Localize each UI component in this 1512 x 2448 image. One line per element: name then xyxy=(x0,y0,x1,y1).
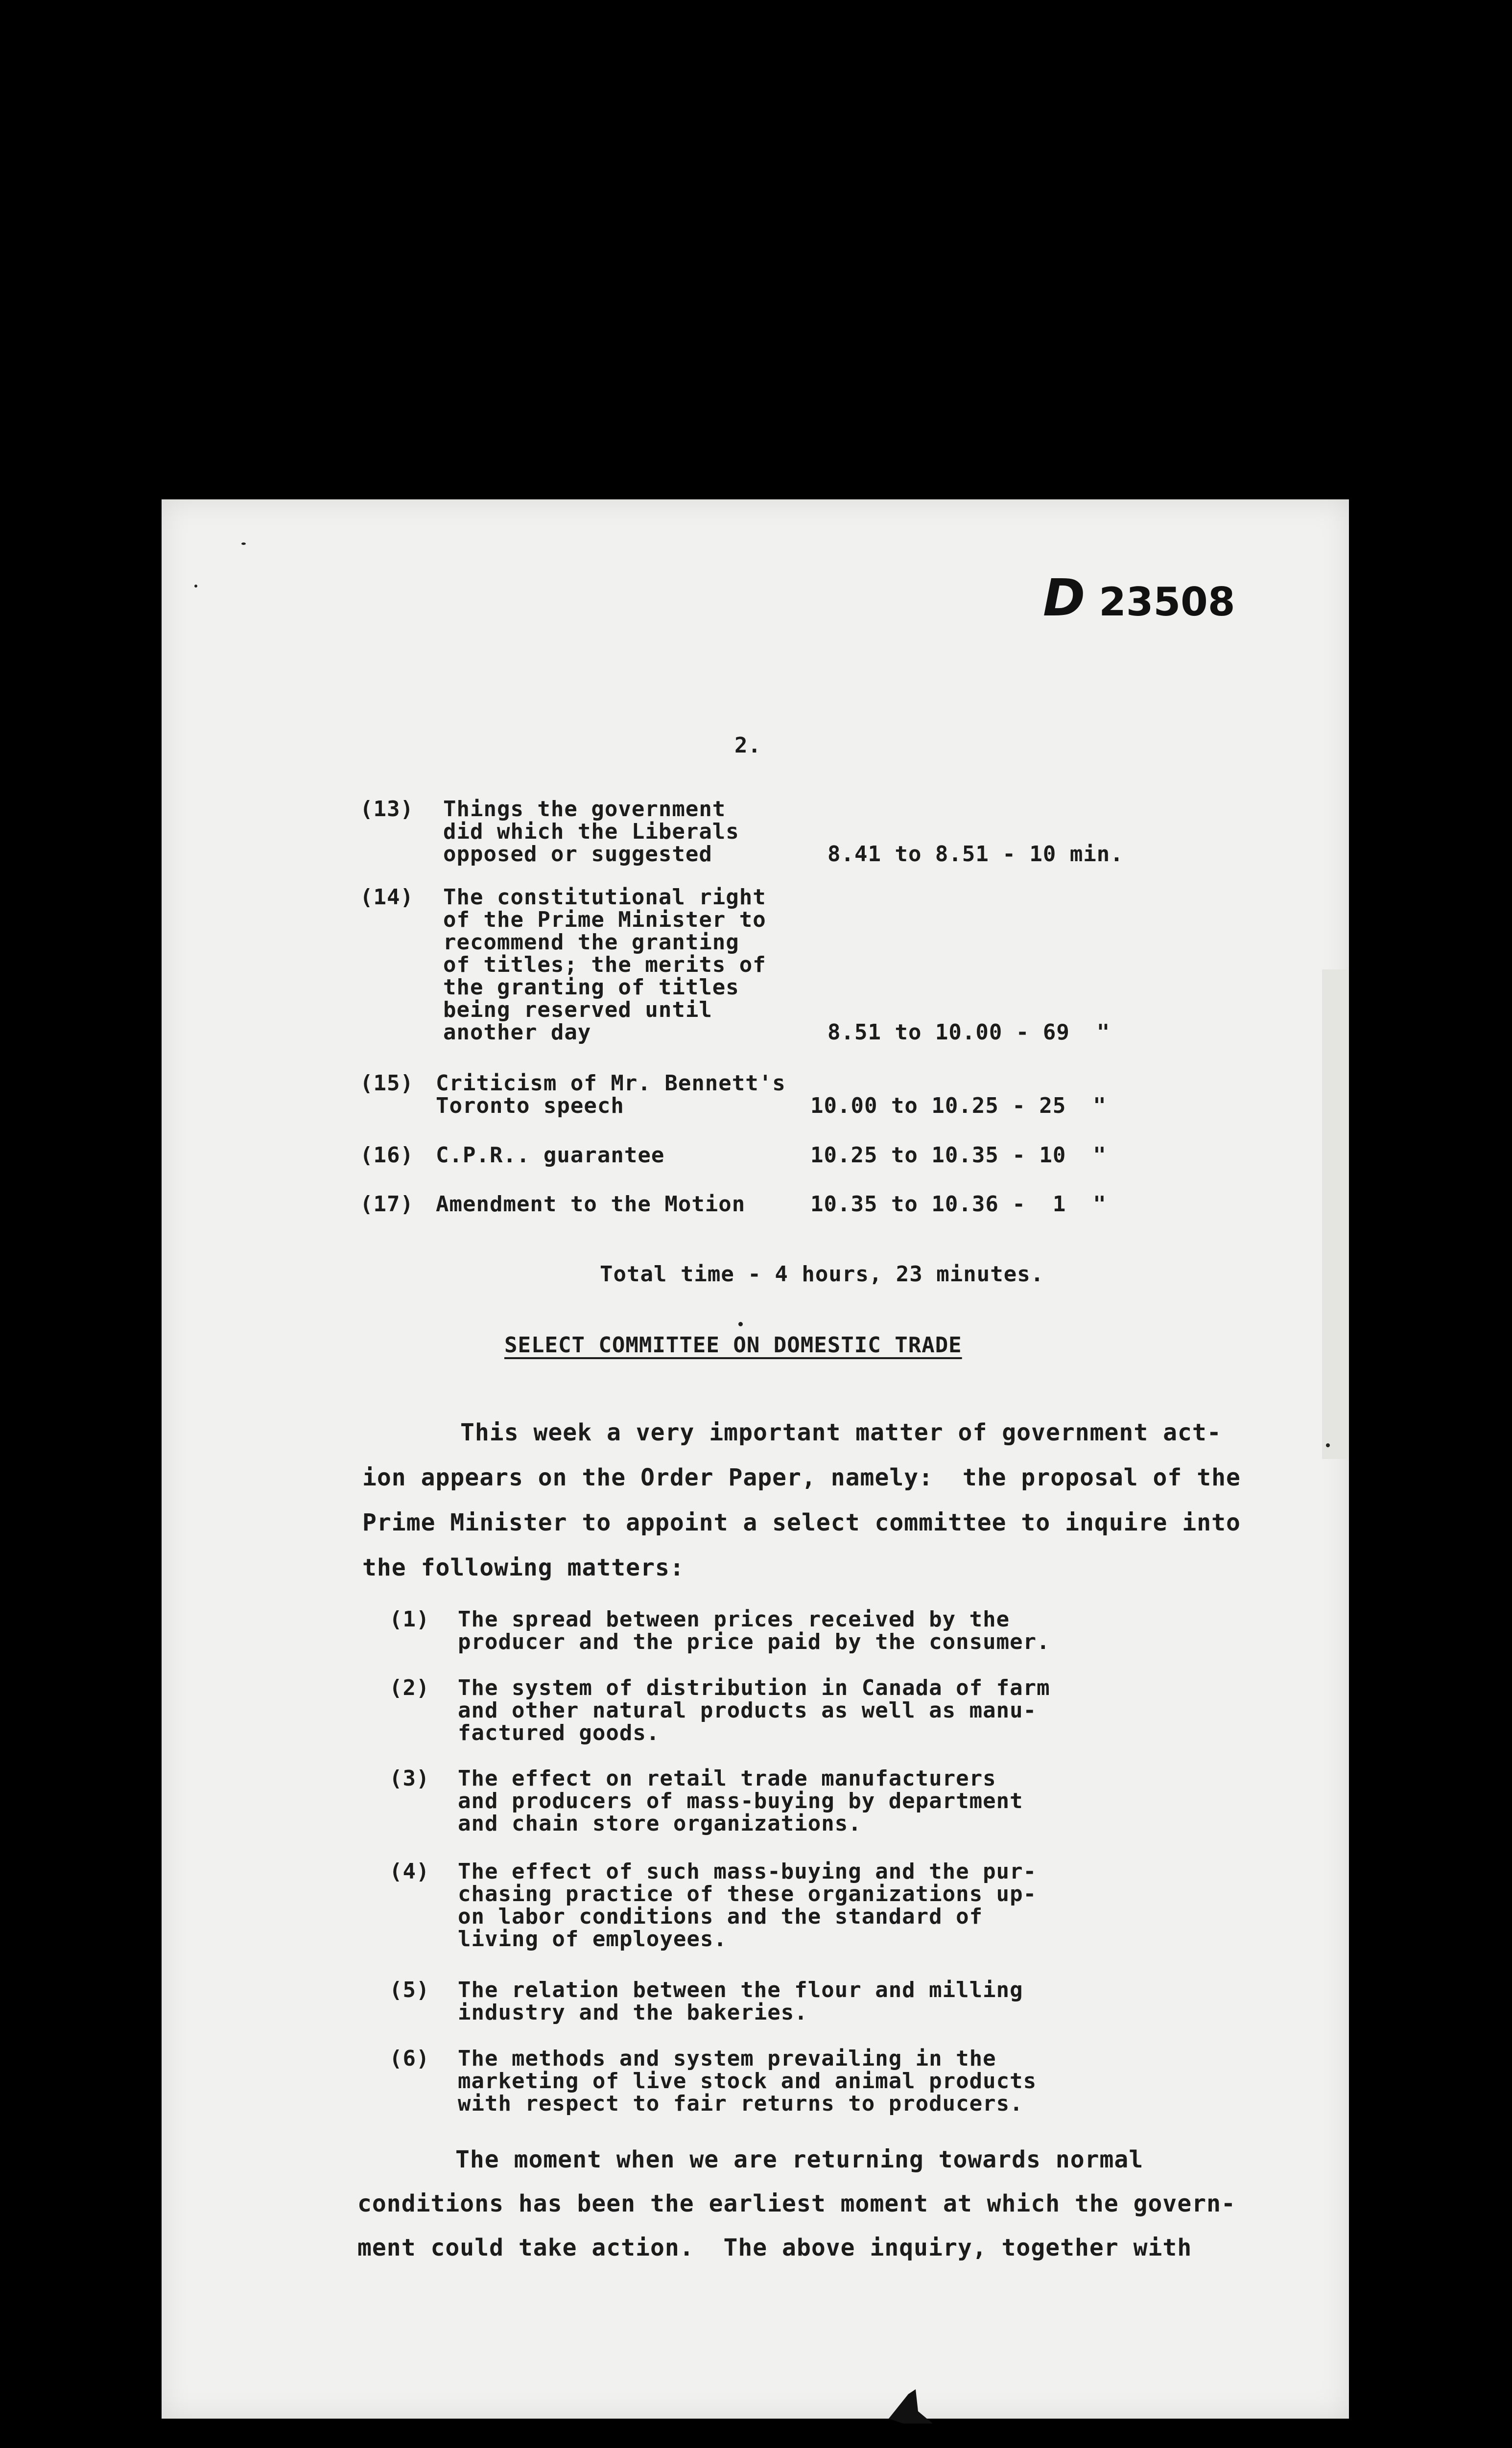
scan-mark xyxy=(194,585,197,588)
agenda-number: (16) xyxy=(360,1143,414,1168)
paragraph-line: conditions has been the earliest moment at which the govern- xyxy=(357,2190,1236,2217)
page-number: 2. xyxy=(734,733,761,758)
agenda-time: 10.35 to 10.36 - 1 " xyxy=(810,1192,1107,1217)
paragraph-line: ion appears on the Order Paper, namely: the proposal of the xyxy=(362,1464,1241,1491)
matter-line: marketing of live stock and animal products xyxy=(458,2069,1037,2094)
matter-line: living of employees. xyxy=(458,1927,727,1952)
matter-line: The effect on retail trade manufacturers xyxy=(458,1766,996,1791)
matter-line: industry and the bakeries. xyxy=(458,2000,808,2025)
matter-line: factured goods. xyxy=(458,1720,660,1745)
matter-line: and chain store organizations. xyxy=(458,1811,862,1836)
scan-mark xyxy=(1326,1443,1330,1447)
agenda-time: 10.00 to 10.25 - 25 " xyxy=(810,1093,1107,1118)
agenda-description-line: being reserved until xyxy=(443,997,712,1022)
id-stamp-number: 23508 xyxy=(1099,579,1235,625)
matter-line: The effect of such mass-buying and the pur- xyxy=(458,1859,1037,1884)
agenda-number: (17) xyxy=(360,1192,414,1217)
agenda-time: 8.41 to 8.51 - 10 min. xyxy=(827,842,1124,867)
agenda-number: (14) xyxy=(360,885,414,910)
matter-number: (6) xyxy=(389,2046,430,2071)
matter-line: The methods and system prevailing in the xyxy=(458,2046,996,2071)
matter-line: on labor conditions and the standard of xyxy=(458,1904,983,1929)
matter-number: (5) xyxy=(389,1977,430,2002)
agenda-time: 8.51 to 10.00 - 69 " xyxy=(827,1020,1110,1045)
agenda-description-line: the granting of titles xyxy=(443,975,739,1000)
agenda-description-line: recommend the granting xyxy=(443,930,739,955)
agenda-description-line: Criticism of Mr. Bennett's xyxy=(436,1071,786,1096)
matter-line: The spread between prices received by the xyxy=(458,1607,1010,1632)
matter-line: The system of distribution in Canada of farm xyxy=(458,1675,1050,1700)
page-tear-mark xyxy=(889,2389,933,2424)
matter-number: (2) xyxy=(389,1675,430,1700)
agenda-description-line: Amendment to the Motion xyxy=(436,1192,746,1217)
matter-line: The relation between the flour and milling xyxy=(458,1977,1023,2002)
agenda-description-line: Things the government xyxy=(443,797,726,822)
matter-number: (1) xyxy=(389,1607,430,1632)
matter-line: chasing practice of these organizations up- xyxy=(458,1882,1037,1907)
paragraph-line: ment could take action. The above inquiry, together with xyxy=(357,2234,1192,2261)
matter-number: (3) xyxy=(389,1766,430,1791)
paragraph-line: Prime Minister to appoint a select committee to inquire into xyxy=(362,1509,1241,1536)
agenda-description-line: The constitutional right xyxy=(443,885,766,910)
agenda-description-line: of titles; the merits of xyxy=(443,952,766,977)
page-edge xyxy=(1322,969,1349,1459)
agenda-description-line: opposed or suggested xyxy=(443,842,712,867)
agenda-description-line: C.P.R.. guarantee xyxy=(436,1143,665,1168)
agenda-description-line: Toronto speech xyxy=(436,1093,624,1118)
paragraph-line: The moment when we are returning towards normal xyxy=(455,2146,1144,2173)
section-heading: SELECT COMMITTEE ON DOMESTIC TRADE xyxy=(504,1333,962,1358)
total-time: Total time - 4 hours, 23 minutes. xyxy=(600,1262,1044,1287)
ink-dot xyxy=(738,1322,743,1326)
document-id-stamp xyxy=(1043,568,1235,628)
matter-number: (4) xyxy=(389,1859,430,1884)
matter-line: producer and the price paid by the consumer. xyxy=(458,1629,1050,1654)
agenda-description-line: another day xyxy=(443,1020,591,1045)
paragraph-line: the following matters: xyxy=(362,1554,685,1581)
paragraph-line: This week a very important matter of government act- xyxy=(460,1419,1222,1446)
agenda-number: (15) xyxy=(360,1071,414,1096)
matter-line: and producers of mass-buying by department xyxy=(458,1789,1023,1813)
matter-line: and other natural products as well as manu- xyxy=(458,1698,1037,1723)
matter-line: with respect to fair returns to producers. xyxy=(458,2091,1023,2116)
agenda-time: 10.25 to 10.35 - 10 " xyxy=(810,1143,1107,1168)
scan-mark xyxy=(241,542,246,545)
agenda-number: (13) xyxy=(360,797,414,822)
agenda-description-line: of the Prime Minister to xyxy=(443,907,766,932)
id-stamp-prefix: D xyxy=(1043,568,1086,628)
agenda-description-line: did which the Liberals xyxy=(443,819,739,844)
